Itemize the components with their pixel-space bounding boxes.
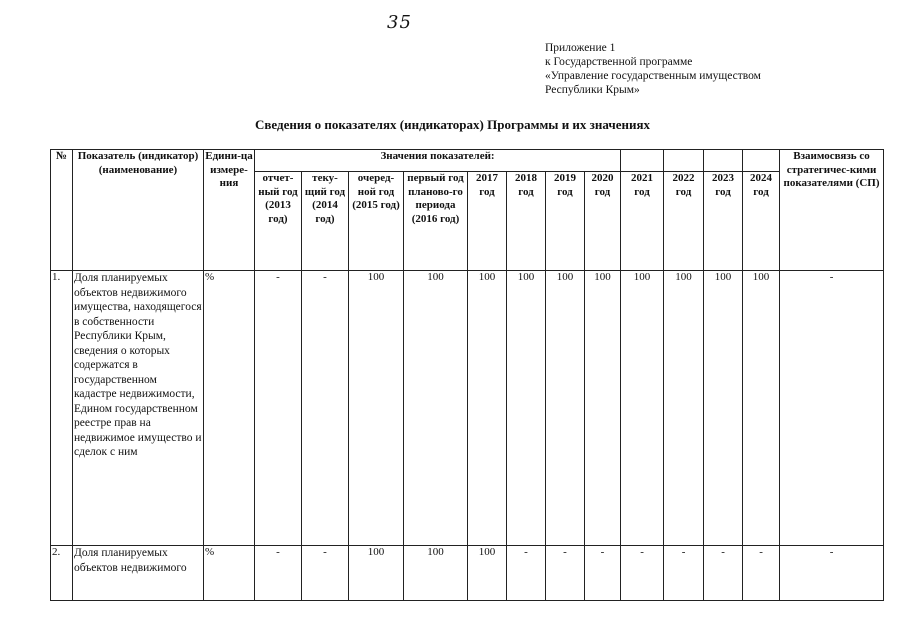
value-cell: 100: [468, 546, 507, 601]
table-row: [51, 271, 884, 546]
annex-line: к Государственной программе: [545, 56, 693, 68]
header-unit: Едини-ца измере-ния: [204, 150, 255, 271]
value-cell: 100: [546, 271, 585, 546]
header-blank-cell: [664, 150, 704, 172]
header-year: теку-щий год (2014 год): [302, 172, 349, 271]
row-number: 1.: [51, 271, 73, 546]
page-number: 35: [387, 12, 412, 33]
value-cell: -: [546, 546, 585, 601]
header-values-group: Значения показателей:: [255, 150, 621, 172]
value-cell: 100: [743, 271, 780, 546]
value-cell: -: [302, 546, 349, 601]
annex-block: [545, 41, 761, 97]
header-year: очеред-ной год (2015 год): [349, 172, 404, 271]
value-cell: 100: [404, 546, 468, 601]
value-cell: 100: [704, 271, 743, 546]
value-cell: 100: [468, 271, 507, 546]
header-relation: Взаимосвязь со стратегичес-кими показателями (СП): [780, 150, 884, 271]
header-year: 2023 год: [704, 172, 743, 271]
value-cell: -: [621, 546, 664, 601]
value-cell: -: [704, 546, 743, 601]
value-cell: 100: [404, 271, 468, 546]
header-blank-cell: [743, 150, 780, 172]
indicator-name: Доля планируемых объектов недвижимого имущества, находящегося в собственности Республики Крым, сведения о которых содержатся в государственном кадастре недвижимости, Едином государственном реестре прав на недвижимое имущество и сделок с ним: [73, 271, 204, 546]
table-row: [51, 546, 884, 601]
value-cell: -: [743, 546, 780, 601]
annex-line: «Управление государственным имуществом: [545, 70, 761, 82]
annex-line: Республики Крым»: [545, 84, 640, 96]
header-blank-cell: [621, 150, 664, 172]
value-cell: -: [585, 546, 621, 601]
value-cell: 100: [621, 271, 664, 546]
header-year: 2021 год: [621, 172, 664, 271]
indicators-table: [50, 149, 884, 601]
annex-line: Приложение 1: [545, 42, 616, 54]
header-blank-cell: [704, 150, 743, 172]
header-year: 2024 год: [743, 172, 780, 271]
unit-cell: %: [204, 271, 255, 546]
header-year: 2022 год: [664, 172, 704, 271]
value-cell: -: [255, 546, 302, 601]
value-cell: 100: [349, 546, 404, 601]
header-year: 2017 год: [468, 172, 507, 271]
relation-cell: -: [780, 546, 884, 601]
value-cell: 100: [664, 271, 704, 546]
header-indicator: Показатель (индикатор) (наименование): [73, 150, 204, 271]
header-year: 2018 год: [507, 172, 546, 271]
header-year: 2019 год: [546, 172, 585, 271]
header-year: первый год планово-го периода (2016 год): [404, 172, 468, 271]
header-year: отчет-ный год (2013 год): [255, 172, 302, 271]
value-cell: -: [255, 271, 302, 546]
value-cell: -: [664, 546, 704, 601]
document-title: Сведения о показателях (индикаторах) Программы и их значениях: [254, 117, 650, 132]
header-num: №: [51, 150, 73, 271]
value-cell: 100: [585, 271, 621, 546]
row-number: 2.: [51, 546, 73, 601]
header-year: 2020 год: [585, 172, 621, 271]
value-cell: 100: [349, 271, 404, 546]
value-cell: 100: [507, 271, 546, 546]
value-cell: -: [507, 546, 546, 601]
value-cell: -: [302, 271, 349, 546]
unit-cell: %: [204, 546, 255, 601]
relation-cell: -: [780, 271, 884, 546]
indicator-name: Доля планируемых объектов недвижимого: [73, 546, 204, 601]
